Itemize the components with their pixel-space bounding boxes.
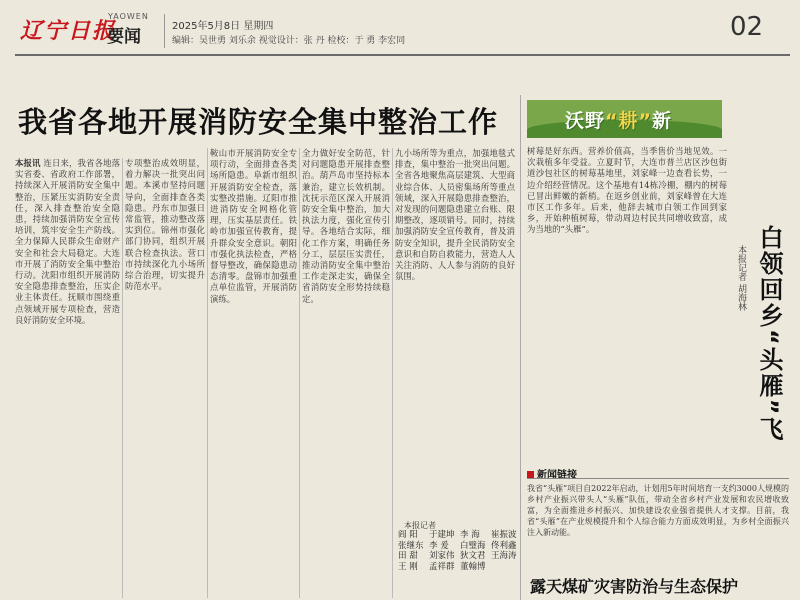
feature-headline: 白领回乡“头雁”飞 [755, 225, 783, 443]
reporter-name: 王 刚 [398, 561, 418, 572]
reporter-name: 田 甜 [398, 551, 418, 561]
reporter-name: 狄文君 [460, 551, 486, 561]
article-column-2: 专项整治成效明显，着力解决一批突出问题。本溪市坚持问题导向，全面排查各类隐患。丹东市加强日常监管，推动整改落实到位。锦州市强化部门协同，组织开展联合检查执法。营口市持续深化九小场所综合治理，切实提升防范水平。 [125, 158, 205, 292]
banner-text-post: 新 [652, 110, 673, 132]
section-name-english: YAOWEN [108, 12, 149, 21]
bottom-article-headline: 露天煤矿灾害防治与生态保护 [530, 577, 739, 596]
reporter-name: 白璧海 [460, 540, 486, 551]
article-headline: 我省各地开展消防安全集中整治工作 [18, 105, 499, 139]
header-rule [15, 54, 790, 56]
column-divider [207, 148, 208, 598]
article-column-5: 九小场所等为重点，加强地毯式排查，集中整治一批突出问题。全省各地聚焦高层建筑、大型商业综合体、人员密集场所等重点领域，深入开展隐患排查整治，对发现的问题隐患建立台账、限期整改，逐项销号。同时，持续加强消防安全宣传教育，普及消防安全知识，提升全民消防安全意识和自防自救能力，营造人人关注消防、人人参与消防的良好氛围。 [395, 148, 515, 282]
reporter-name: 张继东 [398, 540, 424, 551]
article-column-3: 鞍山市开展消防安全专项行动，全面排查各类场所隐患。阜新市组织开展消防安全检查，落实整改措施。辽阳市推进消防安全网格化管理，压实基层责任。铁岭市加强宣传教育，提升群众安全意识。朝阳市强化执法检查，严格督导整改，确保隐患动态清零。盘锦市加强重点单位监管，开展消防演练。 [210, 148, 297, 304]
reporter-name: 孟祥群 [429, 561, 455, 572]
news-link-body: 我省“头雁”项目自2022年启动，计划用5年时间培育一支约3000人规模的乡村产业振兴带头人“头雁”队伍，带动全省乡村产业发展和农民增收致富，为全面推进乡村振兴、加快建设农业强省提供人才支撑。目前，我省“头雁”在产业规模提升和个人综合能力方面成效明显，为乡村全面振兴注入新动能。 [527, 478, 789, 560]
reporter-credits-label: 本报记者 [404, 521, 436, 530]
reporter-name: 佟利鑫 [491, 540, 517, 551]
article-byline: 本报讯 [15, 158, 41, 168]
column-divider [122, 158, 123, 598]
article-column-1-text: 连日来，我省各地落实省委、省政府工作部署，持续深入开展消防安全集中整治，压紧压实消防安全责任，深入排查整治安全隐患，持续加强消防安全宣传培训，筑牢安全生产防线。全力保障人民群众生命财产安全和社会大局稳定。大连市开展了消防安全集中整治行动。沈阳市组织开展消防安全隐患排查整治，压实企业主体责任。抚顺市围绕重点领域开展专项检查，营造良好消防安全环境。 [15, 158, 120, 325]
banner-text-pre: 沃野 [565, 110, 606, 132]
reporter-names [398, 530, 518, 572]
reporter-name: 李 爰 [429, 540, 449, 551]
article-column-4: 全力做好安全防范，针对问题隐患开展排查整治。葫芦岛市坚持标本兼治，建立长效机制。沈抚示范区深入开展消防安全集中整治，加大执法力度，强化宣传引导。各地结合实际，细化工作方案，明确任务分工，层层压实责任，推动消防安全集中整治工作走深走实，确保全省消防安全形势持续稳定。 [302, 148, 390, 304]
feature-banner [527, 100, 722, 138]
feature-body: 树莓是好东西。营养价值高，当季售价当地见效。一次栽植多年受益。立夏时节，大连市普兰店区沙包街道沙包社区的树莓基地里，刘家峰一边查看长势，一边介绍经营情况。这个基地有14栋冷棚，棚内的树莓已冒出鲜嫩的新梢。在返乡创业前，刘家峰曾在大连市区工作多年。后来，他辞去城市白领工作回到家乡，开始种植树莓，带动周边村民共同增收致富，成为当地的“头雁”。 [527, 146, 727, 235]
banner-text-highlight: “耕” [605, 110, 652, 132]
feature-banner-title [565, 106, 672, 133]
reporter-name: 董翰博 [460, 561, 486, 572]
reporter-name: 于建坤 [429, 530, 455, 540]
editor-credits: 编辑：吴世勇 刘乐余 视觉设计：张 丹 检校：于 勇 李宏同 [172, 36, 406, 46]
reporter-name: 王海涛 [491, 551, 517, 561]
page-number: 02 [730, 12, 764, 42]
newspaper-logo: 辽宁日报 [20, 18, 117, 44]
section-name: 要闻 [107, 27, 141, 47]
reporter-name: 阎 阳 [398, 530, 418, 540]
reporter-name: 李 海 [460, 530, 480, 540]
header-divider [164, 14, 165, 48]
masthead [0, 0, 800, 70]
square-bullet-icon [527, 471, 534, 478]
feature-author: 本报记者 胡海林 [736, 245, 746, 311]
reporter-name: 崔振波 [491, 530, 517, 540]
column-divider [392, 148, 393, 598]
reporter-name: 刘家伟 [429, 551, 455, 561]
article-column-1 [15, 158, 120, 598]
column-divider [299, 148, 300, 598]
section-divider [520, 95, 521, 600]
issue-date: 2025年5月8日 星期四 [172, 21, 274, 32]
news-link-title: 新闻链接 [537, 470, 577, 481]
